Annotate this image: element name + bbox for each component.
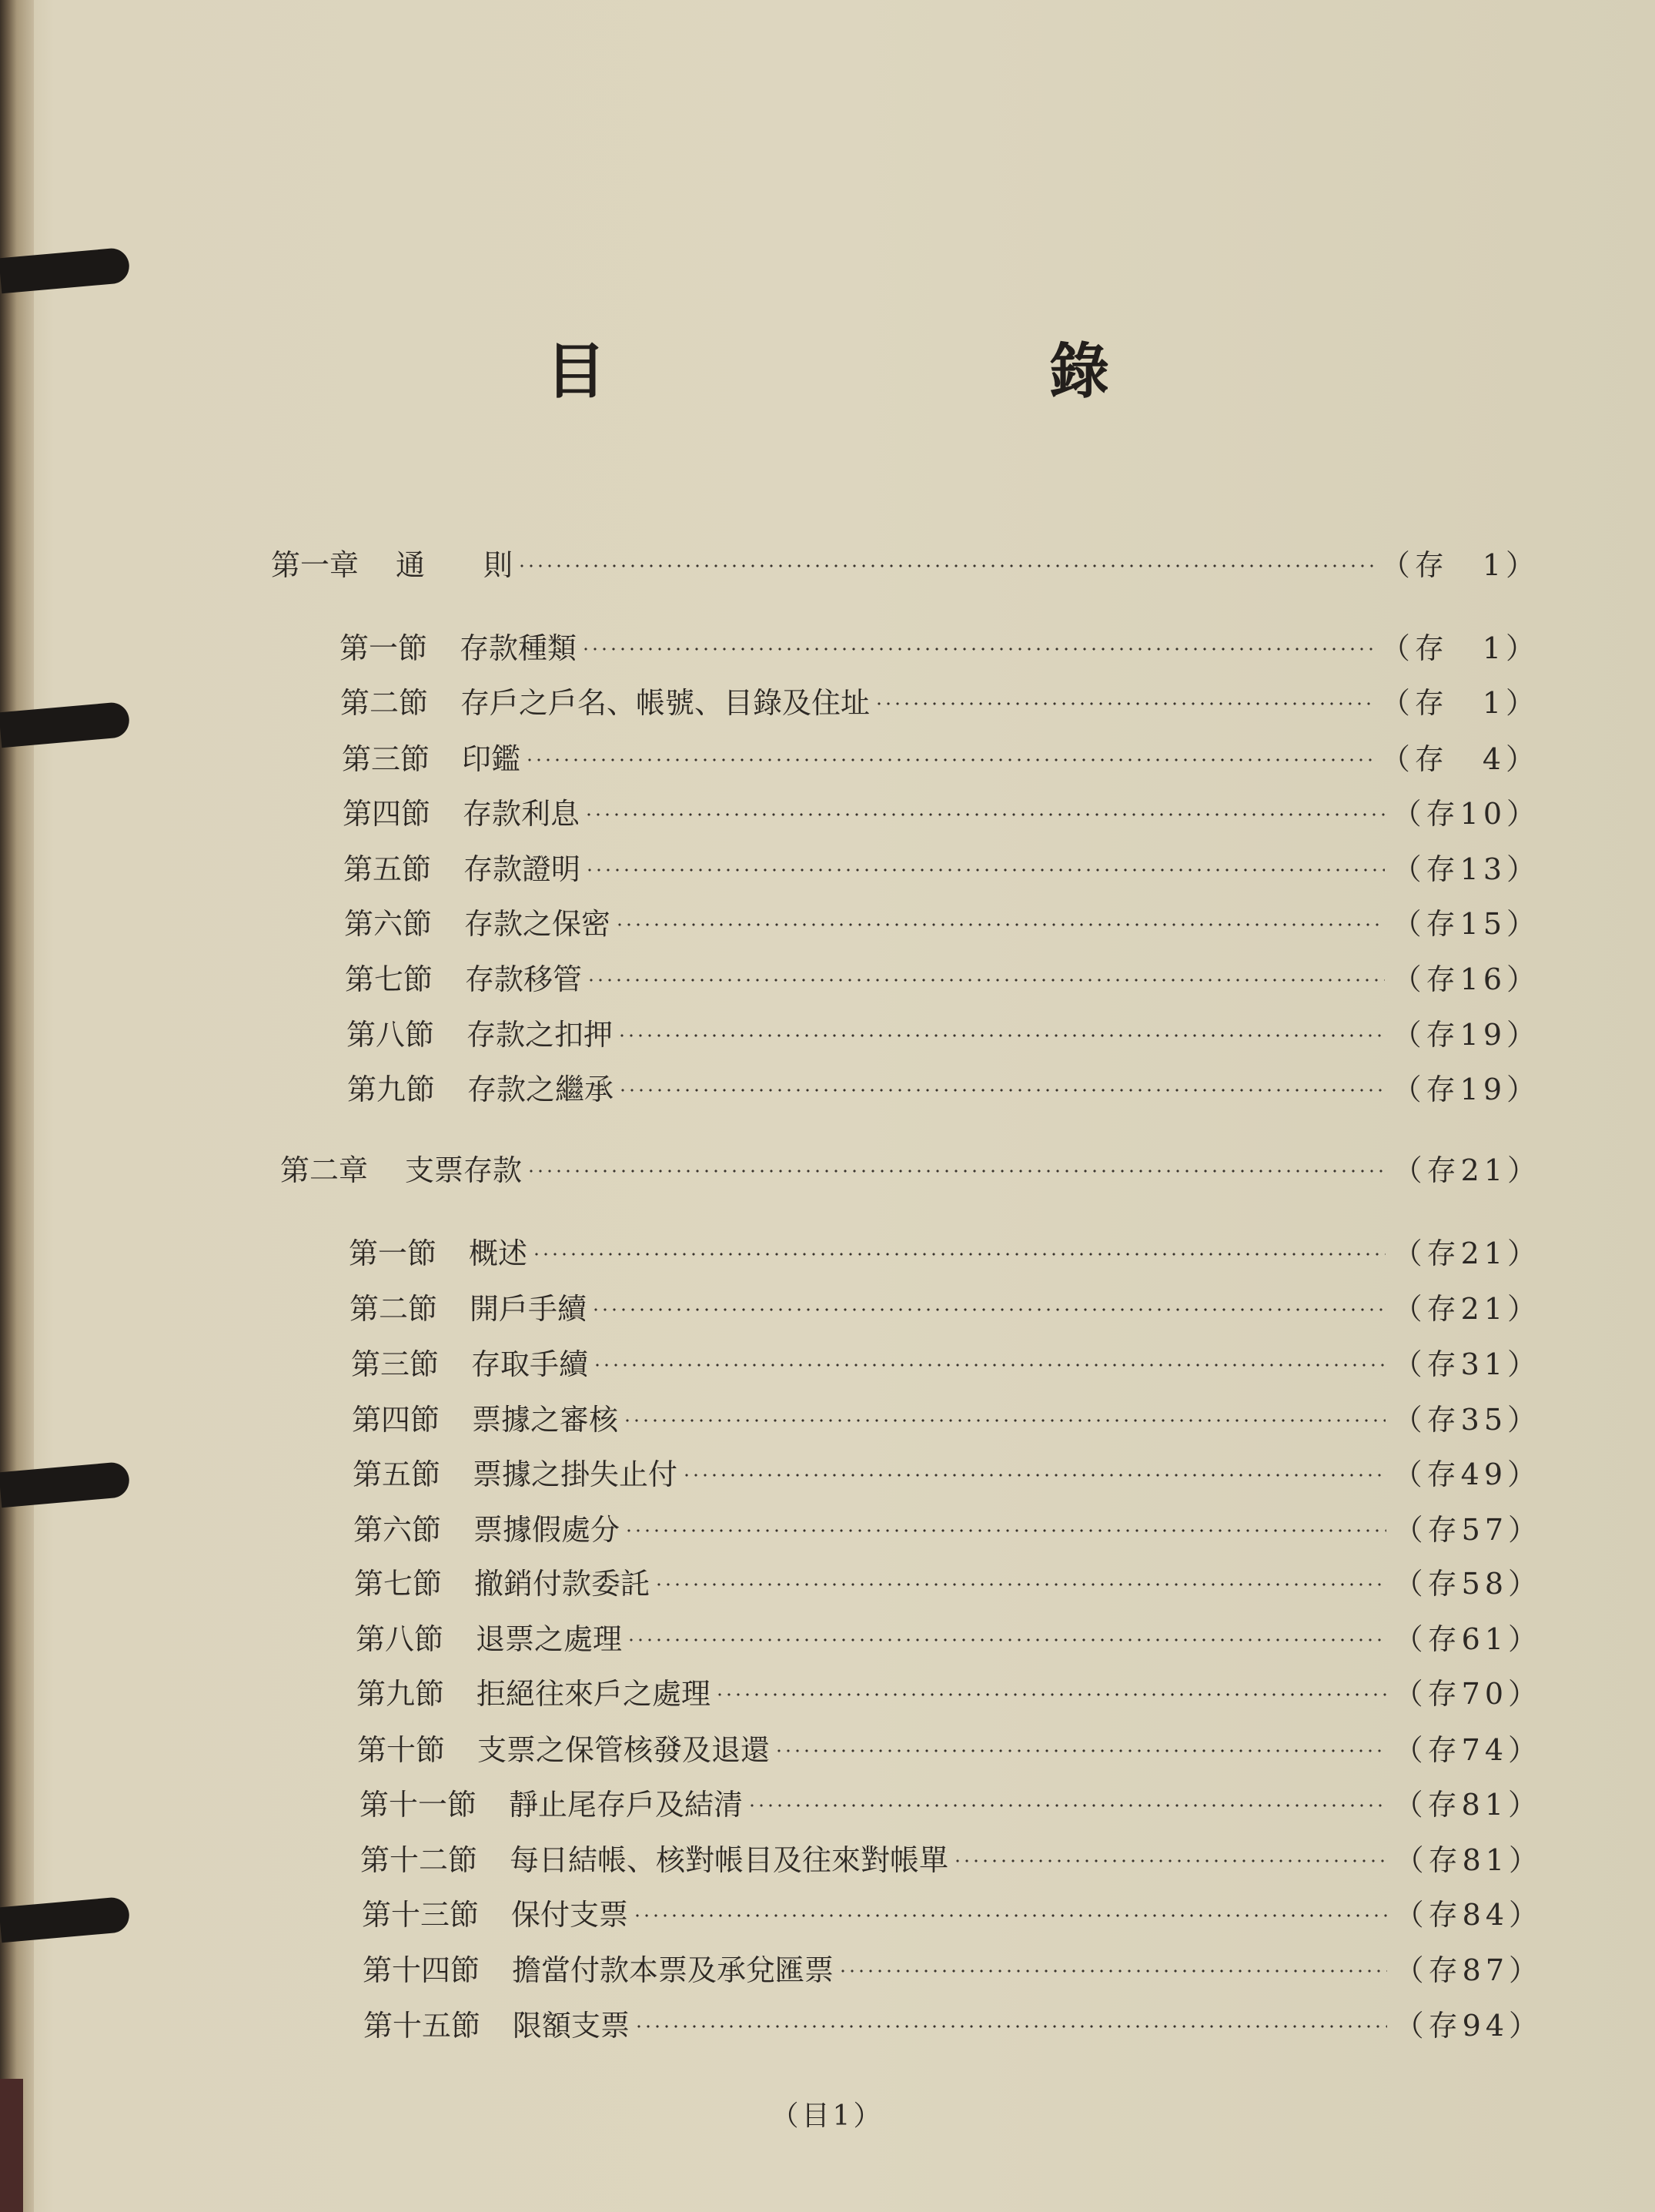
toc-entry-label: 第八節 — [346, 1017, 435, 1052]
toc-entry-label: 第十五節 — [363, 2008, 481, 2043]
toc-section-row — [349, 1229, 1541, 1272]
toc-entry-title: 限額支票 — [513, 2008, 630, 2043]
dot-leader — [587, 979, 1385, 982]
toc-entry-page: （存21） — [1393, 1291, 1541, 1326]
toc-section-row — [363, 1946, 1543, 1989]
dot-leader — [617, 1034, 1385, 1037]
toc-entry-label: 第一節 — [339, 631, 428, 665]
toc-entry-title: 存款移管 — [465, 962, 583, 996]
dot-leader — [584, 813, 1385, 816]
toc-entry-label: 第三節 — [351, 1347, 440, 1381]
toc-section-row — [346, 1010, 1540, 1053]
toc-entry-page: （存57） — [1393, 1512, 1542, 1547]
toc-section-row — [342, 735, 1540, 778]
toc-section-row — [353, 1505, 1542, 1548]
toc-entry-page: （存 1） — [1380, 685, 1540, 720]
toc-entry-page: （存16） — [1392, 962, 1540, 996]
toc-entry-page: （存21） — [1393, 1236, 1541, 1270]
toc-entry-title: 概述 — [469, 1236, 528, 1270]
toc-section-row — [353, 1450, 1541, 1493]
dot-leader — [618, 1089, 1385, 1092]
dot-leader — [838, 1969, 1387, 1973]
dot-leader — [624, 1529, 1386, 1532]
dot-leader — [874, 702, 1373, 705]
toc-entry-label: 第七節 — [345, 962, 433, 996]
toc-entry-label: 第一章 — [271, 547, 359, 582]
toc-entry-page: （存70） — [1393, 1676, 1542, 1711]
toc-entry-page: （存94） — [1394, 2008, 1543, 2043]
toc-section-row — [362, 1890, 1543, 1933]
toc-entry-title: 存款之扣押 — [466, 1017, 614, 1052]
toc-entry-label: 第六節 — [353, 1512, 442, 1547]
dot-leader — [581, 648, 1373, 651]
toc-entry-label: 第二節 — [340, 685, 429, 720]
dot-leader — [747, 1804, 1386, 1807]
toc-entry-page: （存81） — [1393, 1787, 1542, 1822]
dot-leader — [715, 1693, 1386, 1696]
toc-entry-title: 撤銷付款委託 — [474, 1566, 650, 1601]
toc-entry-title: 通 則 — [396, 547, 513, 582]
toc-entry-label: 第二節 — [349, 1291, 438, 1326]
dot-leader — [633, 1914, 1387, 1917]
dot-leader — [774, 1749, 1386, 1752]
dot-leader — [517, 564, 1373, 567]
toc-entry-page: （存13） — [1392, 852, 1540, 886]
dot-leader — [627, 1638, 1386, 1641]
toc-entry-page: （存19） — [1392, 1017, 1540, 1052]
toc-entry-label: 第十節 — [357, 1732, 446, 1767]
toc-section-row — [343, 789, 1540, 832]
toc-entry-title: 票據之審核 — [472, 1402, 619, 1437]
toc-entry-label: 第九節 — [356, 1676, 445, 1711]
toc-entry-page: （存81） — [1394, 1842, 1543, 1877]
toc-section-row — [345, 955, 1540, 998]
toc-entry-label: 第四節 — [343, 796, 431, 831]
toc-entry-title: 靜止尾存戶及結清 — [509, 1787, 744, 1822]
toc-entry-title: 存款種類 — [460, 631, 577, 665]
toc-entry-page: （存 4） — [1380, 741, 1540, 776]
toc-entry-label: 第十二節 — [360, 1842, 478, 1877]
toc-entry-label: 第五節 — [353, 1457, 441, 1491]
toc-entry-page: （存58） — [1393, 1566, 1542, 1601]
toc-entry-title: 支票之保管核發及退還 — [477, 1732, 771, 1767]
dot-leader — [525, 758, 1373, 761]
toc-entry-title: 存戶之戶名、帳號、目錄及住址 — [460, 685, 871, 720]
toc-entry-label: 第二章 — [280, 1153, 369, 1187]
toc-section-row — [351, 1340, 1541, 1383]
toc-entry-title: 每日結帳、核對帳目及往來對帳單 — [510, 1842, 949, 1877]
toc-entry-label: 第一節 — [349, 1236, 437, 1270]
toc-entry-label: 第十一節 — [359, 1787, 477, 1822]
toc-entry-title: 存款之保密 — [464, 906, 611, 941]
toc-section-row — [352, 1395, 1541, 1438]
page-number: （目1） — [771, 2100, 884, 2132]
toc-entry-page: （存49） — [1393, 1457, 1541, 1491]
page-title: 目 錄 — [545, 336, 1217, 407]
toc-entry-label: 第五節 — [343, 852, 432, 886]
toc-section-row — [340, 678, 1540, 721]
dot-leader — [591, 1308, 1386, 1311]
toc-entry-page: （存61） — [1393, 1621, 1542, 1656]
toc-chapter-row — [271, 540, 1540, 584]
toc-entry-label: 第三節 — [342, 741, 430, 776]
dot-leader — [682, 1474, 1386, 1477]
toc-entry-title: 拒絕往來戶之處理 — [476, 1676, 711, 1711]
dot-leader — [527, 1170, 1386, 1173]
toc-section-row — [359, 1780, 1542, 1823]
toc-entry-label: 第四節 — [352, 1402, 440, 1437]
toc-entry-page: （存21） — [1393, 1153, 1541, 1187]
toc-entry-title: 支票存款 — [405, 1153, 523, 1187]
toc-entry-title: 保付支票 — [511, 1897, 629, 1932]
toc-section-row — [360, 1836, 1543, 1879]
toc-entry-page: （存15） — [1392, 906, 1540, 941]
toc-entry-title: 存款利息 — [463, 796, 580, 831]
toc-entry-title: 擔當付款本票及承兌匯票 — [512, 1953, 834, 1987]
dot-leader — [585, 868, 1385, 872]
dot-leader — [634, 2025, 1387, 2028]
toc-section-row — [356, 1615, 1542, 1658]
toc-section-row — [354, 1559, 1542, 1602]
toc-section-row — [356, 1669, 1542, 1712]
toc-entry-label: 第七節 — [354, 1566, 443, 1601]
dot-leader — [953, 1859, 1387, 1862]
toc-section-row — [363, 2001, 1543, 2044]
toc-entry-label: 第十三節 — [362, 1897, 480, 1932]
toc-section-row — [343, 845, 1540, 888]
dot-leader — [623, 1419, 1386, 1422]
toc-entry-page: （存84） — [1394, 1897, 1543, 1932]
dot-leader — [654, 1583, 1386, 1586]
dot-leader — [615, 923, 1385, 926]
toc-entry-label: 第八節 — [356, 1621, 444, 1656]
toc-entry-page: （存35） — [1393, 1402, 1541, 1437]
toc-entry-page: （存10） — [1392, 796, 1540, 831]
toc-entry-label: 第十四節 — [363, 1953, 480, 1987]
toc-chapter-row — [280, 1146, 1541, 1189]
toc-entry-label: 第九節 — [347, 1072, 436, 1106]
toc-entry-title: 票據假處分 — [473, 1512, 620, 1547]
toc-entry-title: 印鑑 — [462, 741, 521, 776]
toc-entry-page: （存19） — [1392, 1072, 1540, 1106]
toc-entry-page: （存87） — [1394, 1953, 1543, 1987]
toc-entry-label: 第六節 — [344, 906, 433, 941]
toc-section-row — [344, 899, 1540, 942]
toc-entry-page: （存74） — [1393, 1732, 1542, 1767]
toc-entry-title: 開戶手續 — [470, 1291, 587, 1326]
toc-entry-page: （存 1） — [1380, 631, 1540, 665]
toc-entry-title: 存取手續 — [471, 1347, 589, 1381]
toc-section-row — [347, 1065, 1540, 1108]
dot-leader — [532, 1253, 1386, 1256]
toc-section-row — [357, 1725, 1542, 1769]
toc-entry-title: 退票之處理 — [476, 1621, 623, 1656]
toc-section-row — [339, 624, 1540, 667]
toc-entry-page: （存 1） — [1380, 547, 1540, 582]
toc-entry-title: 存款證明 — [463, 852, 581, 886]
toc-entry-page: （存31） — [1393, 1347, 1541, 1381]
toc-entry-title: 存款之繼承 — [467, 1072, 614, 1106]
dot-leader — [593, 1364, 1386, 1367]
toc-section-row — [349, 1284, 1541, 1327]
toc-entry-title: 票據之掛失止付 — [473, 1457, 678, 1491]
